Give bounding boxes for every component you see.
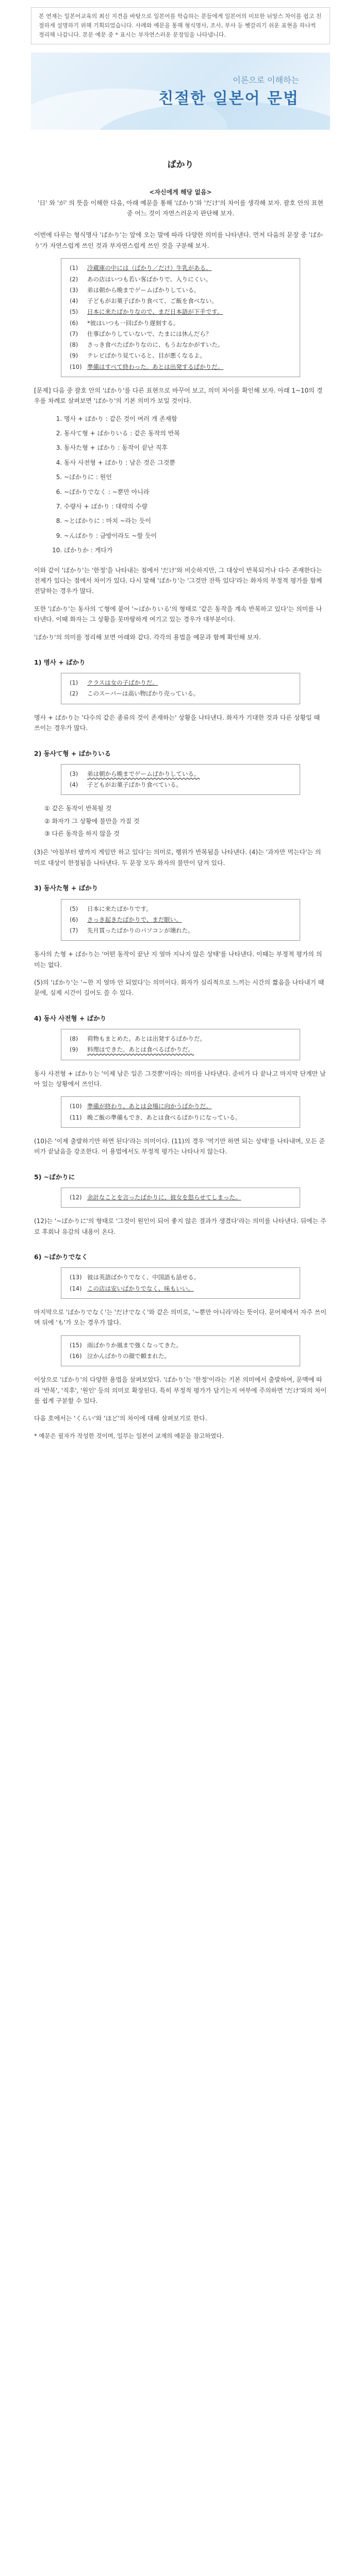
example-number: (5): [70, 308, 78, 316]
footnote: * 예문은 필자가 작성한 것이며, 일부는 일본어 교재의 예문을 참고하였다.: [34, 1432, 224, 1439]
example-number: (11): [70, 1113, 82, 1121]
example-box-6: [61, 1096, 300, 1128]
example-text: この店は安いばかりでなく、味もいい。: [87, 1284, 194, 1292]
paragraph: 명사 + ばかり는 '다수의 같은 종류의 것이 존재하는' 상황을 나타낸다. 화자가 기대한 것과 다른 상황일 때 쓰이는 경우가 많다.: [34, 714, 320, 732]
subsection-heading: 2) 동사て형 + ばかりいる: [34, 749, 111, 757]
example-number: (6): [70, 319, 78, 327]
intro-box: [31, 7, 330, 44]
example-row: [70, 350, 291, 361]
example-number: (7): [70, 927, 78, 935]
example-row: [70, 1283, 291, 1294]
paragraph: 이번에 다루는 형식명사 'ばかり'는 앞에 오는 말에 따라 다양한 의미를 나타낸다. 먼저 다음의 문장 중 'ばかり'가 자연스럽게 쓰인 것과 부자연스럽게 쓰인 것을 구분해 보자.: [34, 231, 323, 249]
example-number: (9): [70, 352, 78, 360]
example-number: (8): [70, 341, 78, 349]
example-box-8: [61, 1267, 300, 1299]
list-item: 6. ~ばかりでなく : ~뿐만 아니라: [64, 487, 327, 497]
banner-subtitle: 이론으로 이해하는: [233, 75, 299, 86]
example-row: [70, 1351, 291, 1362]
example-number: (6): [70, 916, 78, 923]
usage-list: [55, 414, 327, 556]
example-text: このスーパーは高い物ばかり売っている。: [87, 690, 200, 698]
example-row: [70, 263, 291, 274]
example-row: [70, 1033, 291, 1044]
list-item: 1. 명사 + ばかり : 같은 것이 여러 개 존재함: [64, 414, 327, 424]
paragraph: (10)은 '이제 출발하기만 하면 된다'라는 의미이다. (11)의 경우 '먹기만 하면 되는 상태'를 나타내며, 모든 준비가 끝났음을 강조한다. 이 용법에서도 부정적 평가는 나타나지 않는다.: [34, 1137, 325, 1156]
list-item: 8. ~とばかりに : 마치 ~라는 듯이: [64, 516, 327, 526]
list-item: 7. 수량사 + ばかり : 대략의 수량: [64, 501, 327, 512]
title-banner: [31, 53, 330, 130]
example-box-5: [61, 1029, 300, 1060]
section-title: ばかり: [167, 160, 194, 171]
subsection-heading: 3) 동사た형 + ばかり: [34, 884, 99, 892]
example-box-9: [61, 1335, 300, 1367]
example-row: [70, 1101, 291, 1112]
example-text: あの店はいつも若い客ばかりで、入りにくい。: [87, 275, 212, 283]
example-row: [70, 285, 291, 296]
list-item: 5. ~ばかりに : 원인: [64, 472, 327, 482]
example-number: (15): [70, 1341, 82, 1349]
subsection-heading: 6) ~ばかりでなく: [34, 1253, 88, 1261]
example-text: 余計なことを言ったばかりに、彼女を怒らせてしまった。: [87, 1193, 241, 1201]
paragraph: [문제] 다음 중 괄호 안의 'ばかり'를 다른 표현으로 바꾸어 보고, 의미 차이를 확인해 보자. 아래 1~10의 경우를 차례로 살펴보면 'ばかり'의 기본 의미가 보일 것이다.: [34, 386, 323, 405]
example-row: [70, 362, 291, 372]
paragraph: 동사 사전형 + ばかり는 '이제 남은 일은 그것뿐'이라는 의미를 나타낸다. 준비가 다 끝나고 마지막 단계만 남아 있는 상황에서 쓰인다.: [34, 1070, 326, 1088]
example-text: 冷蔵庫の中には（ばかり／だけ）牛乳がある。: [87, 264, 212, 272]
paragraph: (12)는 '~ばかりに'의 형태로 '그것이 원인이 되어 좋지 않은 결과가 생겼다'라는 의미를 나타낸다. 뒤에는 주로 후회나 유감의 내용이 온다.: [34, 1217, 326, 1235]
example-number: (4): [70, 781, 78, 789]
example-box-4: [61, 899, 300, 941]
paragraph: 마지막으로 'ばかりでなく'는 'だけでなく'와 같은 의미로, '~뿐만 아니라'라는 뜻이다. 문어체에서 자주 쓰이며 뒤에 'も'가 오는 경우가 많다.: [34, 1308, 326, 1327]
example-box-7: [61, 1188, 300, 1208]
note-body: '日' 와 'が' 의 뜻을 이해한 다음, 아래 예문을 통해 'ばかり'와 'だけ'의 차이를 생각해 보자. 괄호 안의 표현 중 어느 것이 자연스러운지 판단해 보자.: [38, 199, 323, 217]
example-number: (7): [70, 330, 78, 337]
example-text: 日本に来たばかりなので、まだ日本語が下手です。: [87, 308, 223, 316]
example-row: [70, 307, 291, 317]
intro-text: 본 연재는 일본어교육의 최신 지견을 바탕으로 일본어를 학습하는 분들에게 일본어의 미묘한 뉘앙스 차이를 쉽고 친절하게 설명하기 위해 기획되었습니다. 사례와 예문을 통해 형식명사, 조사, 부사 등 헷갈리기 쉬운 표현을 하나씩 정리해 나갑니다. 본문 예문 중 * 표시는 부자연스러운 문장임을 나타냅니다.: [39, 13, 322, 39]
example-text: 準備が終わり、あとは会場に向かうばかりだ。: [87, 1103, 212, 1110]
example-text: 準備はすべて終わった。あとは出発するばかりだ。: [87, 363, 224, 370]
condition-item: ③ 다른 동작을 하지 않을 것: [44, 830, 120, 838]
example-number: (12): [70, 1193, 82, 1201]
example-row: [70, 1044, 291, 1055]
example-row: [70, 904, 291, 914]
example-row: [70, 1272, 291, 1283]
example-text: 料理はできた。あとは食べるばかりだ。: [87, 1046, 194, 1054]
example-text: 仕事ばかりしていないで、たまには休んだら？: [87, 330, 212, 337]
example-box-3: [61, 764, 300, 795]
example-number: (10): [70, 1103, 82, 1110]
paragraph: 동사의 た형 + ばかり는 '어떤 동작이 끝난 지 얼마 지나지 않은 상태'를 나타낸다. 이때는 부정적 평가의 의미는 없다.: [34, 951, 322, 969]
list-item: 4. 동사 사전형 + ばかり : 남은 것은 그것뿐: [64, 457, 327, 468]
banner-title: 친절한 일본어 문법: [158, 90, 299, 108]
example-number: (8): [70, 1035, 78, 1043]
example-box-2: [61, 673, 300, 704]
example-text: 雨ばかりか風まで強くなってきた。: [87, 1341, 182, 1349]
example-number: (1): [70, 679, 78, 687]
list-item: 10. ばかりか : 게다가: [64, 545, 327, 555]
example-text: 弟は朝から晩までゲームばかりしている。: [87, 286, 200, 294]
example-text: 先月買ったばかりのパソコンが壊れた。: [87, 927, 194, 935]
example-row: [70, 779, 291, 790]
example-row: [70, 769, 291, 779]
example-text: さっき起きたばかりで、まだ眠い。: [87, 916, 182, 923]
subsection-heading: 1) 명사 + ばかり: [34, 658, 86, 666]
example-number: (3): [70, 286, 78, 294]
example-number: (2): [70, 275, 78, 283]
example-row: [70, 329, 291, 340]
example-row: [70, 1112, 291, 1123]
example-text: *彼はいつも一回ばかり遅刻する。: [87, 319, 179, 327]
list-item: 3. 동사た형 + ばかり : 동작이 끝난 직후: [64, 443, 327, 453]
paragraph: 이상으로 'ばかり'의 다양한 용법을 살펴보았다. 'ばかり'는 '한정'이라는 기본 의미에서 출발하여, 문맥에 따라 '반복', '직후', '원인' 등의 의미로 확장된다. 특히 부정적 평가가 담기는지 여부에 주의하면 'だけ'와의 차이를 쉽게 구분할 수 있다.: [34, 1376, 327, 1404]
example-text: 弟は朝から晩までゲームばかりしている。: [87, 770, 200, 777]
example-text: テレビばかり見ていると、目が悪くなるよ。: [87, 352, 206, 360]
example-row: [70, 914, 291, 925]
paragraph: 이와 같이 'ばかり'는 '한정'을 나타내는 점에서 'だけ'와 비슷하지만, 그 대상이 반복되거나 다수 존재한다는 전제가 있다는 점에서 차이가 있다. 다시 말해 'ばかり'는 '그것만 잔뜩 있다'라는 화자의 부정적 평가를 함께 전달하는 경우가 많다.: [34, 566, 322, 595]
condition-item: ① 같은 동작이 반복될 것: [44, 805, 112, 812]
example-text: さっき食べたばかりなのに、もうおなかがすいた。: [87, 341, 224, 349]
paragraph: 다음 호에서는 'くらい'와 'ほど'의 차이에 대해 살펴보기로 한다.: [34, 1415, 207, 1422]
note-heading: <자신에게 해당 없음>: [149, 189, 212, 196]
example-row: [70, 688, 291, 699]
bottom-spacer: [34, 1448, 327, 1479]
list-item: 2. 동사て형 + ばかりいる : 같은 동작의 반복: [64, 428, 327, 438]
paragraph: 'ばかり'의 의미를 정리해 보면 아래와 같다. 각각의 용법을 예문과 함께 확인해 보자.: [34, 633, 261, 641]
example-number: (13): [70, 1274, 82, 1281]
example-row: [70, 1192, 291, 1203]
example-number: (4): [70, 297, 78, 305]
section-note: [34, 187, 327, 218]
example-text: 晩ご飯の準備もでき、あとは食べるばかりになっている。: [87, 1113, 241, 1121]
example-number: (2): [70, 690, 78, 698]
example-number: (10): [70, 363, 82, 370]
example-number: (14): [70, 1284, 82, 1292]
example-text: 泣かんばかりの顔で頼まれた。: [87, 1352, 170, 1360]
example-row: [70, 925, 291, 936]
example-number: (3): [70, 770, 78, 777]
example-text: 荷物もまとめた。あとは出発するばかりだ。: [87, 1035, 206, 1043]
example-number: (9): [70, 1046, 78, 1054]
example-number: (5): [70, 905, 78, 912]
example-row: [70, 274, 291, 285]
example-text: クラスは女の子ばかりだ。: [87, 679, 158, 687]
example-row: [70, 1340, 291, 1351]
article-content: [31, 158, 330, 1479]
example-row: [70, 340, 291, 350]
condition-item: ② 화자가 그 상황에 불만을 가질 것: [44, 817, 140, 825]
paragraph: (5)의 'ばかり'는 '~한 지 얼마 안 되었다'는 의미이다. 화자가 심리적으로 느끼는 시간의 짧음을 나타내기 때문에, 실제 시간이 길어도 쓸 수 있다.: [34, 979, 324, 997]
subsection-heading: 5) ~ばかりに: [34, 1173, 75, 1181]
example-row: [70, 296, 291, 307]
example-text: 彼は英語ばかりでなく、中国語も話せる。: [87, 1274, 200, 1281]
paragraph: (3)은 '아침부터 밤까지 게임만 하고 있다'는 의미로, 행위가 반복됨을 나타낸다. (4)는 '과자만 먹는다'는 의미로 대상이 한정됨을 나타낸다. 두 문장 모두 화자의 불만이 담겨 있다.: [34, 849, 321, 867]
example-text: 子どもがお菓子ばかり食べて、ご飯を食べない。: [87, 297, 218, 305]
condition-list: [44, 803, 327, 839]
list-item: 9. ~んばかり : 금방이라도 ~할 듯이: [64, 531, 327, 541]
example-text: 日本に来たばかりです。: [87, 905, 152, 912]
example-text: 子どもがお菓子ばかり食べている。: [87, 781, 182, 789]
example-number: (1): [70, 264, 78, 272]
paragraph: 또한 'ばかり'는 동사의 て형에 붙어 '~ばかりいる'의 형태로 '같은 동작을 계속 반복하고 있다'는 의미를 나타낸다. 이때 화자는 그 상황을 못마땅하게 여기고 있는 경우가 대부분이다.: [34, 605, 322, 623]
example-row: [70, 677, 291, 688]
example-box-1: [61, 258, 300, 377]
example-row: [70, 318, 291, 329]
example-number: (16): [70, 1352, 82, 1360]
subsection-heading: 4) 동사 사전형 + ばかり: [34, 1014, 107, 1022]
